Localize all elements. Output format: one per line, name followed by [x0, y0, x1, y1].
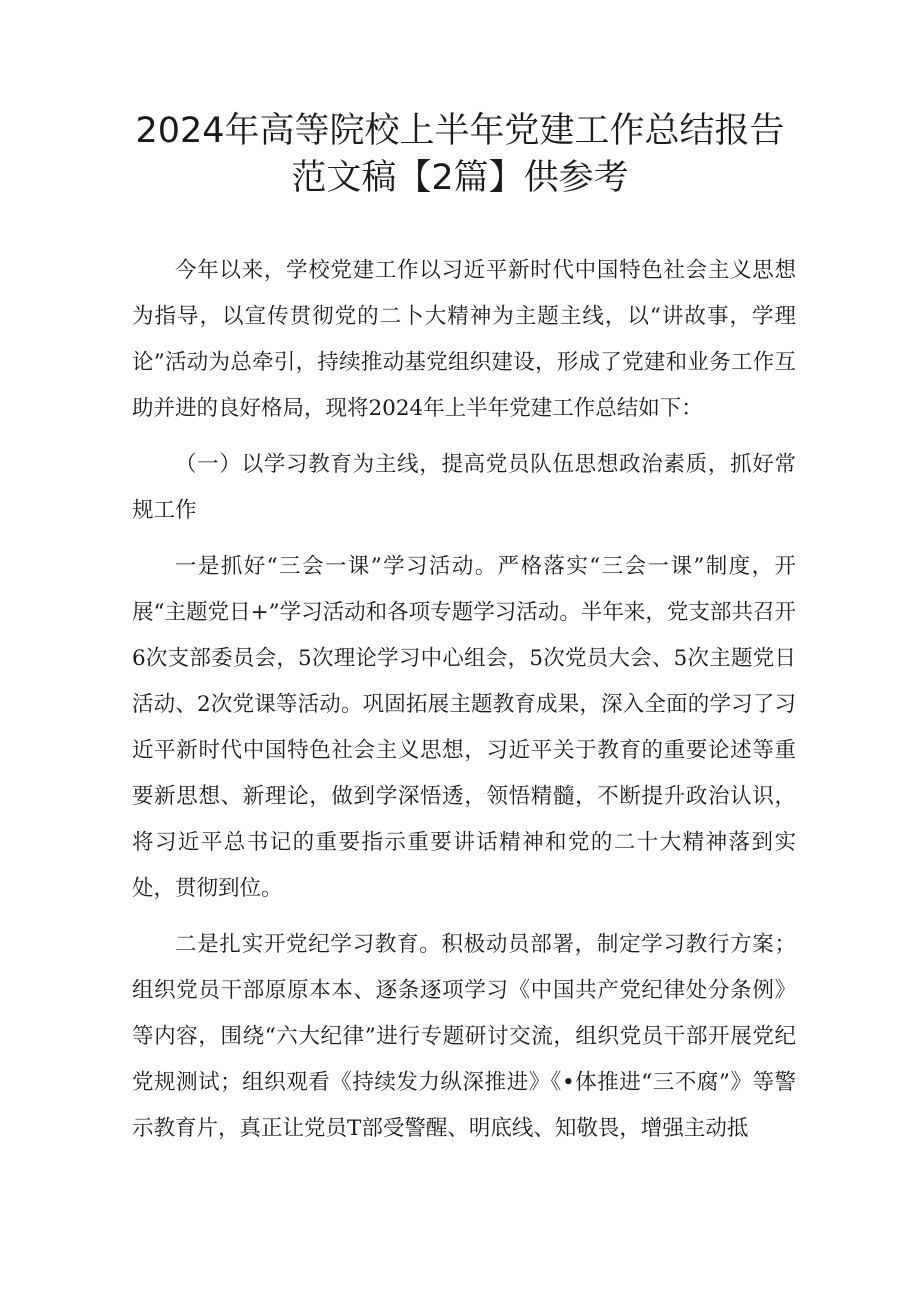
paragraph-intro: 今年以来，学校党建工作以习近平新时代中国特色社会主义思想为指导，以宣传贯彻党的二卜大精神为主题主线，以“讲故事，学理论”活动为总牵引，持续推动基党组织建设，形成了党建和业务工作互助并进的良好格局，现将2024年上半年党建工作总结如下： — [132, 258, 796, 421]
paragraph-discipline-education: 二是扎实开党纪学习教育。积极动员部署，制定学习教行方案；组织党员干部原原本本、逐条逐项学习《中国共产党纪律处分条例》等内容，围绕“六大纪律”进行专题研讨交流，组织党员干部开展党纪党规测试；组织观看《持续发力纵深推进》《•体推进“三不腐”》等警示教育片，真正让党员T部受警醒、明底线、知敬畏，增强主动抵 — [132, 932, 796, 1141]
paragraph-section-heading: （一）以学习教育为主线，提高党员队伍思想政治素质，抓好常规工作 — [132, 452, 796, 523]
document-title-line-2: 范文稿【2篇】供参考 — [291, 158, 629, 198]
document-title-line-1: 2024年高等院校上半年党建工作总结报告 — [135, 111, 785, 151]
paragraph-three-meetings: 一是抓好“三会一课”学习活动。严格落实“三会一课”制度，开展“主题党日+”学习活动和各项专题学习活动。半年来，党支部共召开6次支部委员会，5次理论学习中心组会，5次党员大会、5次主题党日活动、2次党课等活动。巩固拓展主题教育成果，深入全面的学习了习近平新时代中国特色社会主义思想，习近平关于教育的重要论述等重要新思想、新理论，做到学深悟透，领悟精髓，不断提升政治认识，将习近平总书记的重要指示重要讲话精神和党的二十大精神落到实处，贯彻到位。 — [132, 554, 796, 901]
document-body — [132, 248, 796, 1152]
